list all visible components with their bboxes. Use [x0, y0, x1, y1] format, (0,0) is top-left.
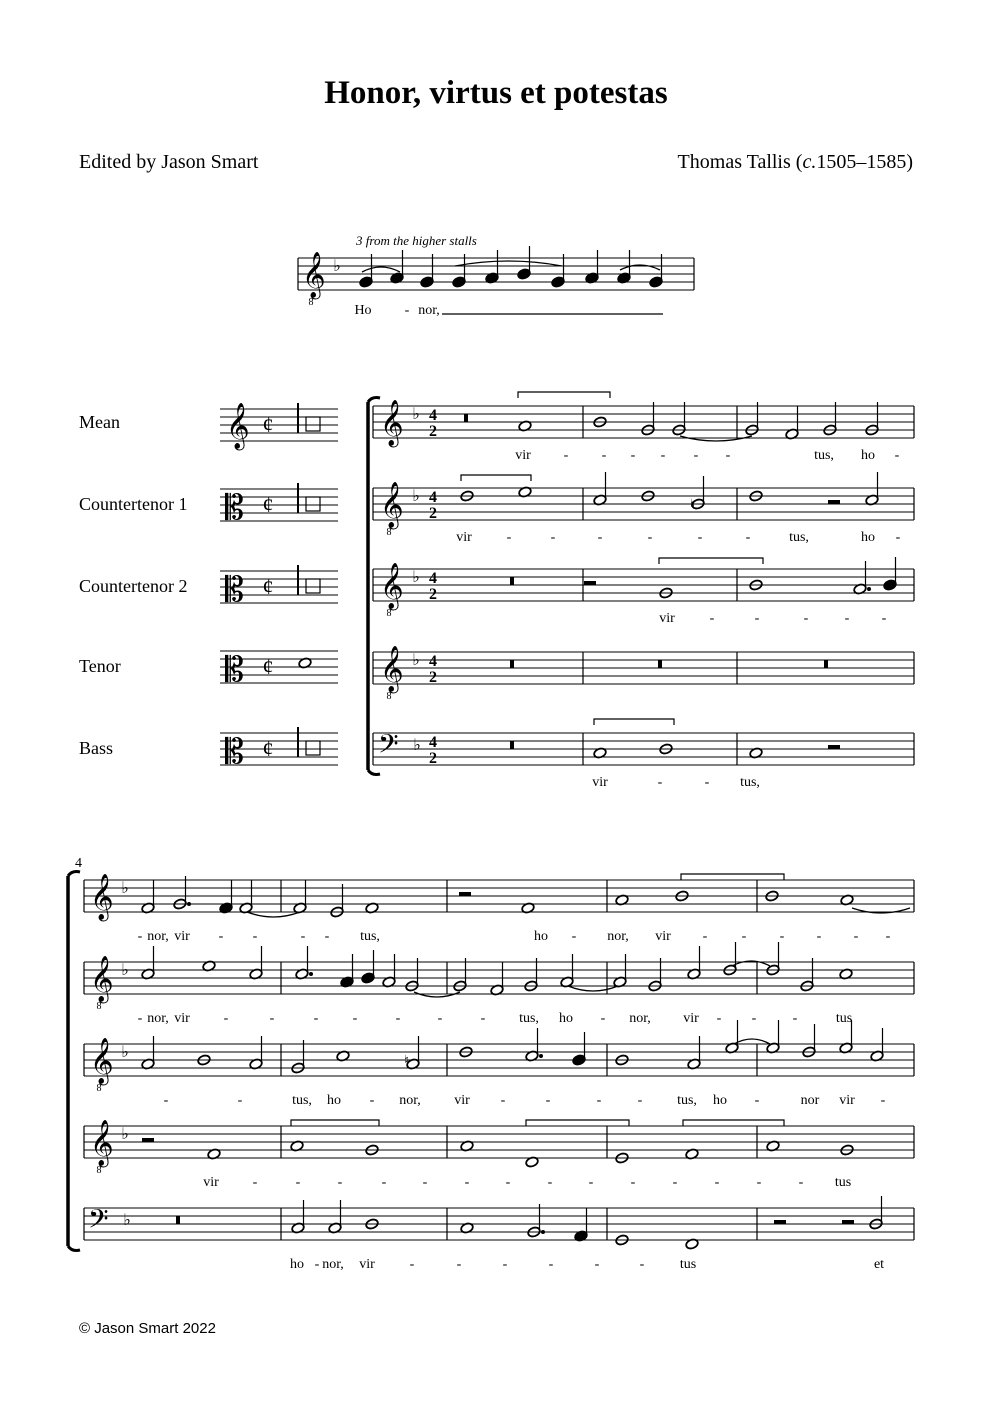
- flat-key-signature: ♭: [123, 1212, 131, 1229]
- lyric-countertenor-2: -: [803, 611, 809, 626]
- part-label-tenor: Tenor: [79, 656, 121, 676]
- lyric-tenor: -: [464, 1175, 470, 1190]
- incipit-note: [551, 254, 565, 288]
- composer-circa: c.: [802, 151, 817, 173]
- prefatory-c-clef: 𝄡: [225, 734, 244, 771]
- incipit-direction: 3 from the higher stalls: [356, 233, 477, 248]
- lyric-bass: tus: [679, 1257, 697, 1272]
- part-label-bass: Bass: [79, 738, 114, 758]
- minim-note: [453, 958, 467, 992]
- incipit-lyric: -: [404, 303, 410, 318]
- treble-clef: 𝄞: [90, 1120, 114, 1165]
- lyric-bass: -: [639, 1257, 645, 1272]
- minim-note: [141, 880, 155, 914]
- lyric-countertenor-1: -: [647, 530, 653, 545]
- breve-rest: [510, 660, 514, 668]
- semibreve-rest: [459, 892, 471, 896]
- minim-note: [785, 406, 799, 440]
- crotchet-note: [574, 1208, 588, 1242]
- ligature-bracket: [291, 1120, 379, 1126]
- minim-note: [330, 884, 344, 918]
- lyric-countertenor-1: -: [395, 1011, 401, 1026]
- minim-note: [593, 472, 607, 506]
- minim-note: [687, 1036, 701, 1070]
- lyric-countertenor-1: -: [792, 1011, 798, 1026]
- lyric-bass: tus,: [740, 775, 760, 790]
- prefatory-c-clef: 𝄡: [225, 490, 244, 527]
- lyric-mean: vir: [655, 929, 671, 944]
- lyric-countertenor-2: vir: [454, 1093, 470, 1108]
- lyric-bass: -: [594, 1257, 600, 1272]
- incipit-note: [452, 254, 466, 288]
- minim-note: [405, 958, 419, 992]
- incipit-note: [585, 250, 599, 284]
- lyric-countertenor-1: tus,: [789, 530, 809, 545]
- part-label-countertenor-2: Countertenor 2: [79, 576, 188, 596]
- incipit-note: [485, 250, 499, 284]
- cut-time-symbol: ¢: [262, 492, 274, 517]
- lyric-tenor: -: [714, 1175, 720, 1190]
- lyric-mean: -: [741, 929, 747, 944]
- copyright-footer: © Jason Smart 2022: [79, 1320, 216, 1337]
- minim-note: [141, 946, 155, 980]
- lyric-bass: -: [456, 1257, 462, 1272]
- lyric-countertenor-1: -: [313, 1011, 319, 1026]
- minim-note: [239, 880, 253, 914]
- lyric-tenor: -: [505, 1175, 511, 1190]
- crotchet-note: [340, 954, 354, 988]
- flat-key-signature: ♭: [412, 406, 420, 423]
- flat-key-signature: ♭: [412, 652, 420, 669]
- lyric-bass: ho: [290, 1257, 304, 1272]
- minim-note: [249, 1036, 263, 1070]
- lyric-tenor: -: [630, 1175, 636, 1190]
- minim-note: [525, 1028, 539, 1062]
- time-signature-bottom: 2: [429, 586, 437, 603]
- treble-clef: 𝄞: [90, 1038, 114, 1083]
- lyric-mean: -: [252, 929, 258, 944]
- measure-number: 4: [75, 856, 82, 871]
- lyric-tenor: -: [337, 1175, 343, 1190]
- lyric-bass: -: [314, 1257, 320, 1272]
- minim-note: [745, 402, 759, 436]
- augmentation-dot: [539, 1054, 543, 1058]
- lyric-tenor: -: [252, 1175, 258, 1190]
- minim-note: [766, 942, 780, 976]
- lyric-countertenor-1: -: [751, 1011, 757, 1026]
- lyric-countertenor-1: nor,: [147, 1011, 169, 1026]
- lyric-mean: ho: [861, 448, 875, 463]
- lyric-mean: -: [885, 929, 891, 944]
- time-signature-bottom: 2: [429, 423, 437, 440]
- system-bracket-hook: [68, 872, 80, 877]
- lyric-countertenor-1: -: [506, 530, 512, 545]
- lyric-countertenor-1: -: [352, 1011, 358, 1026]
- incipit-note: [649, 254, 663, 288]
- lyric-mean: -: [816, 929, 822, 944]
- time-signature-top: 4: [429, 407, 437, 424]
- lyric-countertenor-2: vir: [659, 611, 675, 626]
- time-signature-top: 4: [429, 570, 437, 587]
- lyric-countertenor-1: -: [745, 530, 751, 545]
- cut-time-symbol: ¢: [262, 412, 274, 437]
- breve-rest: [658, 660, 662, 668]
- octave-eight-mark: 8: [96, 1083, 102, 1094]
- time-signature-bottom: 2: [429, 669, 437, 686]
- lyric-mean: -: [853, 929, 859, 944]
- lyric-countertenor-2: -: [369, 1093, 375, 1108]
- lyric-countertenor-1: vir: [456, 530, 472, 545]
- cut-time-symbol: ¢: [262, 736, 274, 761]
- lyric-countertenor-2: -: [709, 611, 715, 626]
- lyric-countertenor-2: -: [545, 1093, 551, 1108]
- breve-rest: [176, 1216, 180, 1224]
- minim-note: [490, 962, 504, 996]
- crotchet-note: [219, 880, 233, 914]
- lyric-countertenor-2: vir: [839, 1093, 855, 1108]
- system-bracket-hook: [368, 770, 380, 775]
- breve-rest: [510, 577, 514, 585]
- semibreve-rest: [584, 581, 596, 585]
- lyric-tenor: tus: [834, 1175, 852, 1190]
- lyric-countertenor-1: -: [137, 1011, 143, 1026]
- lyric-bass: -: [502, 1257, 508, 1272]
- lyric-mean: vir: [515, 448, 531, 463]
- lyric-mean: -: [660, 448, 666, 463]
- minim-note: [869, 1196, 883, 1230]
- lyric-countertenor-2: tus,: [677, 1093, 697, 1108]
- lyric-countertenor-1: tus: [835, 1011, 853, 1026]
- time-signature-top: 4: [429, 489, 437, 506]
- lyric-mean: -: [779, 929, 785, 944]
- minim-note: [293, 880, 307, 914]
- tie-arc: [734, 1039, 770, 1044]
- ligature-bracket: [659, 558, 763, 564]
- lyric-countertenor-2: nor: [800, 1093, 820, 1108]
- lyric-countertenor-2: -: [844, 611, 850, 626]
- minim-note: [291, 1200, 305, 1234]
- augmentation-dot: [187, 902, 191, 906]
- minim-note: [524, 958, 538, 992]
- octave-eight-mark: 8: [386, 608, 392, 619]
- flat-key-signature: ♭: [121, 1126, 129, 1143]
- treble-clef: 𝄞: [380, 646, 404, 691]
- minim-note: [295, 946, 309, 980]
- incipit-note: [390, 250, 404, 284]
- minim-note: [723, 942, 737, 976]
- lyric-mean: -: [601, 448, 607, 463]
- octave-eight-mark: 8: [386, 691, 392, 702]
- incipit-lyric: Ho: [354, 303, 372, 318]
- lyric-mean: -: [324, 929, 330, 944]
- tie-arc: [247, 912, 300, 917]
- octave-eight-mark: 8: [308, 297, 314, 308]
- lyric-countertenor-2: -: [237, 1093, 243, 1108]
- lyric-mean: vir: [174, 929, 190, 944]
- lyric-countertenor-1: -: [716, 1011, 722, 1026]
- lyric-mean: -: [563, 448, 569, 463]
- minim-note: [328, 1200, 342, 1234]
- composer-name: Thomas Tallis (: [677, 151, 803, 173]
- octave-eight-mark: 8: [96, 1001, 102, 1012]
- part-label-mean: Mean: [79, 412, 120, 432]
- cut-time-symbol: ¢: [262, 574, 274, 599]
- minim-note: [249, 946, 263, 980]
- prefatory-ligature: [306, 741, 320, 755]
- lyric-countertenor-1: vir: [174, 1011, 190, 1026]
- treble-clef: 𝄞: [90, 956, 114, 1001]
- breve-rest: [464, 414, 468, 422]
- flat-key-signature: ♭: [413, 737, 421, 754]
- minim-note: [865, 402, 879, 436]
- treble-clef: 𝄞: [380, 482, 404, 527]
- lyric-mean: ho: [534, 929, 548, 944]
- lyric-tenor: -: [381, 1175, 387, 1190]
- breve-rest: [824, 660, 828, 668]
- lyric-mean: -: [137, 929, 143, 944]
- minim-note: [823, 402, 837, 436]
- ligature-bracket: [526, 1120, 629, 1126]
- crotchet-note: [883, 557, 897, 591]
- editor-credit: Edited by Jason Smart: [79, 151, 259, 173]
- minim-note: [382, 954, 396, 988]
- lyric-bass: -: [657, 775, 663, 790]
- lyric-mean: tus,: [814, 448, 834, 463]
- bass-clef: 𝄢: [378, 729, 399, 765]
- lyric-tenor: -: [588, 1175, 594, 1190]
- prefatory-c-clef: 𝄡: [225, 652, 244, 689]
- lyric-countertenor-2: ho: [713, 1093, 727, 1108]
- lyric-countertenor-1: nor,: [629, 1011, 651, 1026]
- minim-note: [406, 1036, 420, 1070]
- lyric-mean: tus,: [360, 929, 380, 944]
- minim-note: [560, 954, 574, 988]
- lyric-countertenor-1: -: [269, 1011, 275, 1026]
- lyric-countertenor-1: -: [437, 1011, 443, 1026]
- minim-note: [641, 402, 655, 436]
- lyric-countertenor-1: -: [597, 530, 603, 545]
- lyric-bass: nor,: [322, 1257, 344, 1272]
- prefatory-ligature: [306, 497, 320, 511]
- minim-note: [766, 1020, 780, 1054]
- lyric-countertenor-2: -: [637, 1093, 643, 1108]
- cut-time-symbol: ¢: [262, 654, 274, 679]
- minim-note: [853, 561, 867, 595]
- time-signature-top: 4: [429, 653, 437, 670]
- lyric-tenor: -: [295, 1175, 301, 1190]
- flat-key-signature: ♭: [412, 569, 420, 586]
- treble-clef: 𝄞: [380, 400, 404, 445]
- lyric-tenor: vir: [203, 1175, 219, 1190]
- lyric-countertenor-1: -: [480, 1011, 486, 1026]
- octave-eight-mark: 8: [96, 1165, 102, 1176]
- treble-clef: 𝄞: [380, 563, 404, 608]
- minim-note: [613, 954, 627, 988]
- crotchet-note: [361, 950, 375, 984]
- lyric-countertenor-1: -: [600, 1011, 606, 1026]
- lyric-bass: -: [409, 1257, 415, 1272]
- lyric-mean: -: [300, 929, 306, 944]
- minim-note: [648, 958, 662, 992]
- augmentation-dot: [867, 587, 871, 591]
- incipit-treble-clef: 𝄞: [302, 252, 326, 297]
- lyric-bass: -: [704, 775, 710, 790]
- lyric-mean: nor,: [607, 929, 629, 944]
- minim-note: [291, 1040, 305, 1074]
- lyric-mean: -: [894, 448, 900, 463]
- minim-note: [800, 958, 814, 992]
- bass-clef: 𝄢: [88, 1204, 109, 1240]
- composer-dates: 1505–1585): [816, 151, 913, 173]
- minim-note: [865, 472, 879, 506]
- minim-note: [527, 1204, 541, 1238]
- lyric-mean: -: [693, 448, 699, 463]
- lyric-bass: vir: [592, 775, 608, 790]
- lyric-bass: -: [548, 1257, 554, 1272]
- lyric-countertenor-2: -: [880, 1093, 886, 1108]
- crotchet-note: [572, 1032, 586, 1066]
- breve-rest: [510, 741, 514, 749]
- semibreve-rest: [142, 1138, 154, 1142]
- ligature-bracket: [681, 874, 784, 880]
- page-title: Honor, virtus et potestas: [324, 75, 668, 111]
- ligature-bracket: [594, 719, 674, 725]
- lyric-countertenor-1: ho: [861, 530, 875, 545]
- lyric-tenor: -: [422, 1175, 428, 1190]
- natural-sign: ♮: [404, 1054, 410, 1069]
- lyric-countertenor-1: vir: [683, 1011, 699, 1026]
- tie-arc: [362, 267, 400, 272]
- treble-clef: 𝄞: [90, 874, 114, 919]
- time-signature-bottom: 2: [429, 750, 437, 767]
- lyric-countertenor-2: -: [500, 1093, 506, 1108]
- semibreve-rest: [828, 500, 840, 504]
- lyric-countertenor-1: -: [697, 530, 703, 545]
- incipit-flat: ♭: [333, 258, 341, 275]
- lyric-bass: vir: [359, 1257, 375, 1272]
- semibreve-rest: [828, 745, 840, 749]
- lyric-bass: et: [873, 1257, 885, 1272]
- semibreve-rest: [774, 1220, 786, 1224]
- flat-key-signature: ♭: [121, 1044, 129, 1061]
- minim-note: [725, 1020, 739, 1054]
- incipit-note: [359, 254, 373, 288]
- lyric-mean: -: [725, 448, 731, 463]
- ligature-bracket: [461, 475, 531, 481]
- incipit-note: [420, 254, 434, 288]
- ligature-bracket: [683, 1120, 784, 1126]
- lyric-mean: -: [218, 929, 224, 944]
- time-signature-bottom: 2: [429, 505, 437, 522]
- lyric-countertenor-1: -: [895, 530, 901, 545]
- lyric-countertenor-2: -: [163, 1093, 169, 1108]
- minim-note: [141, 1036, 155, 1070]
- incipit-lyric: nor,: [418, 303, 440, 318]
- lyric-countertenor-2: nor,: [399, 1093, 421, 1108]
- flat-key-signature: ♭: [412, 488, 420, 505]
- augmentation-dot: [309, 972, 313, 976]
- tie-arc: [455, 261, 562, 266]
- minim-note: [687, 946, 701, 980]
- lyric-countertenor-1: tus,: [519, 1011, 539, 1026]
- system-bracket-hook: [368, 398, 380, 403]
- lyric-countertenor-2: tus,: [292, 1093, 312, 1108]
- lyric-mean: -: [571, 929, 577, 944]
- prefatory-c-clef: 𝄡: [225, 572, 244, 609]
- lyric-mean: -: [630, 448, 636, 463]
- part-label-countertenor-1: Countertenor 1: [79, 494, 188, 514]
- lyric-countertenor-1: ho: [559, 1011, 573, 1026]
- natural-sign: ♮: [690, 498, 696, 513]
- lyric-mean: nor,: [147, 929, 169, 944]
- lyric-countertenor-2: ho: [327, 1093, 341, 1108]
- lyric-tenor: -: [756, 1175, 762, 1190]
- ligature-bracket: [518, 392, 610, 398]
- minim-note: [870, 1028, 884, 1062]
- lyric-tenor: -: [547, 1175, 553, 1190]
- lyric-tenor: -: [798, 1175, 804, 1190]
- time-signature-top: 4: [429, 734, 437, 751]
- lyric-countertenor-1: -: [223, 1011, 229, 1026]
- lyric-countertenor-2: -: [754, 1093, 760, 1108]
- lyric-countertenor-2: -: [596, 1093, 602, 1108]
- semibreve-rest: [842, 1220, 854, 1224]
- augmentation-dot: [541, 1230, 545, 1234]
- lyric-tenor: -: [672, 1175, 678, 1190]
- incipit-note: [517, 246, 531, 280]
- minim-note: [672, 402, 686, 436]
- prefatory-g-clef: 𝄞: [226, 403, 250, 448]
- prefatory-ligature: [306, 417, 320, 431]
- flat-key-signature: ♭: [121, 880, 129, 897]
- minim-note: [173, 876, 187, 910]
- tie-arc: [568, 986, 618, 991]
- minim-note: [802, 1024, 816, 1058]
- lyric-mean: -: [702, 929, 708, 944]
- flat-key-signature: ♭: [121, 962, 129, 979]
- prefatory-ligature: [306, 579, 320, 593]
- lyric-countertenor-2: -: [881, 611, 887, 626]
- lyric-countertenor-2: -: [754, 611, 760, 626]
- system-bracket-hook: [68, 1246, 80, 1251]
- octave-eight-mark: 8: [386, 527, 392, 538]
- lyric-countertenor-1: -: [550, 530, 556, 545]
